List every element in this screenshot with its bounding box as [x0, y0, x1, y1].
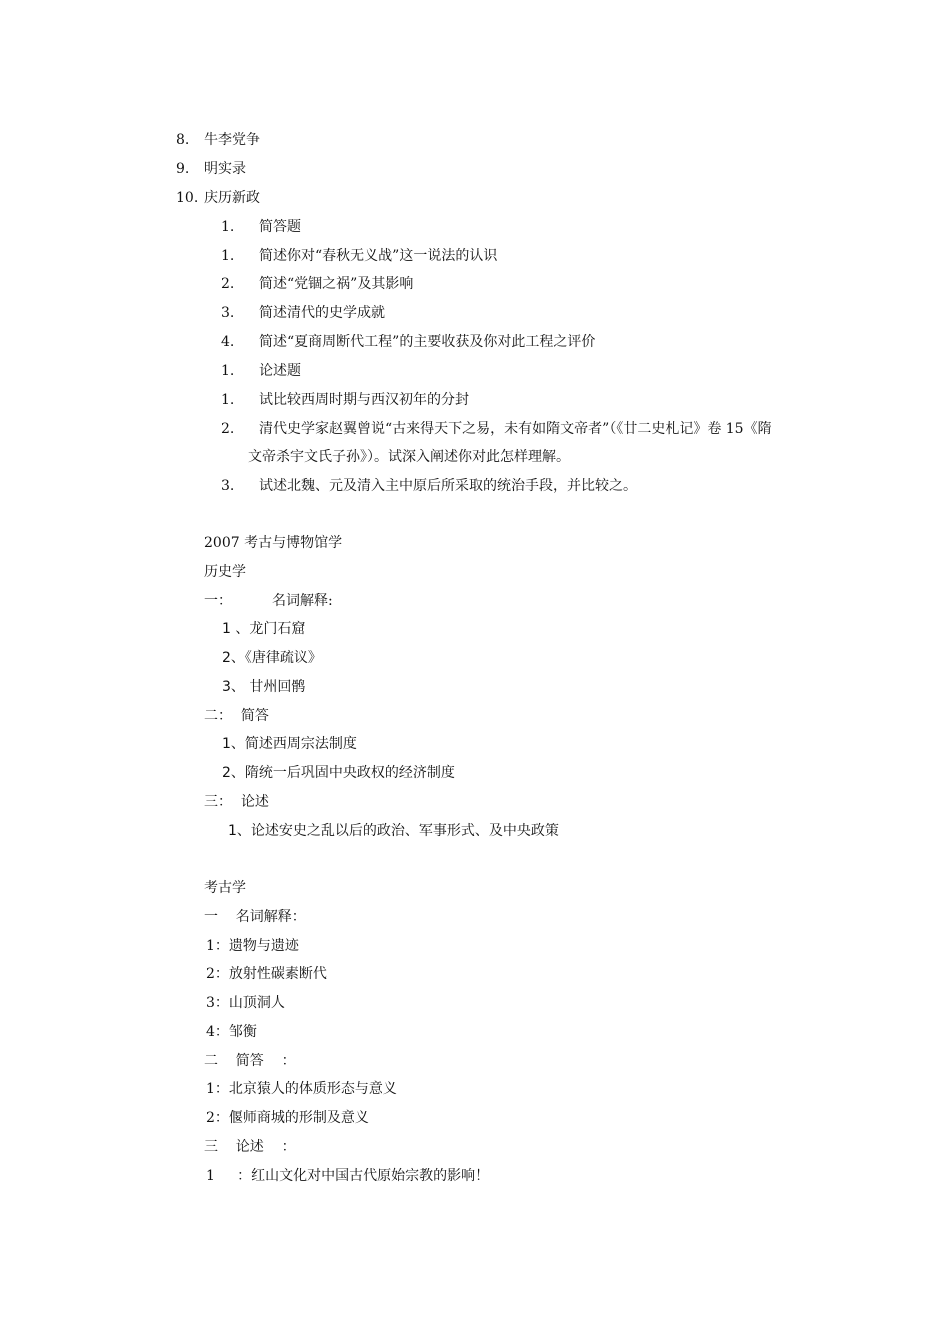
item-number: 10. — [176, 190, 199, 206]
item-number: 8. — [176, 132, 190, 148]
item-number: 2. — [221, 276, 235, 292]
item-number: 9. — [176, 161, 190, 177]
heading-text: 简答题 — [259, 219, 301, 235]
list-item — [221, 419, 772, 439]
list-item — [221, 476, 637, 496]
subject-title: 考古学 — [204, 880, 246, 896]
item-text: 明实录 — [204, 161, 246, 177]
item-text: 庆历新政 — [204, 190, 260, 206]
list-item: 2：偃师商城的形制及意义 — [206, 1110, 369, 1126]
list-item: 1、论述安史之乱以后的政治、军事形式、及中央政策 — [228, 823, 559, 839]
section-heading — [221, 217, 301, 237]
list-item — [221, 303, 385, 323]
item-text-continuation: 文帝杀宇文氏子孙》）。试深入阐述你对此怎样理解。 — [248, 449, 570, 465]
list-item: 2、《唐律疏议》 — [222, 650, 322, 666]
list-item: 2：放射性碳素断代 — [206, 966, 327, 982]
section-heading: 三 论述 ： — [204, 1139, 296, 1155]
section-heading: 二： 简答 — [204, 708, 269, 724]
list-item — [176, 188, 260, 208]
item-text: 简述“党锢之祸”及其影响 — [259, 276, 414, 292]
list-item — [221, 390, 469, 410]
section-heading: 一： 名词解释: — [204, 593, 333, 609]
list-item — [176, 130, 260, 150]
item-number: 4. — [221, 334, 235, 350]
item-text: 牛李党争 — [204, 132, 260, 148]
item-number: 3. — [221, 305, 235, 321]
heading-text: 论述题 — [259, 363, 301, 379]
list-item: 3：山顶洞人 — [206, 995, 285, 1011]
list-item: 4：邹衡 — [206, 1024, 257, 1040]
list-item: 1、简述西周宗法制度 — [222, 736, 357, 752]
list-item: 1：遗物与遗迹 — [206, 938, 299, 954]
list-item — [221, 332, 595, 352]
section-heading: 三： 论述 — [204, 794, 269, 810]
item-text: 清代史学家赵翼曾说“古来得天下之易，未有如隋文帝者”（《廿二史札记》卷 15《隋 — [259, 421, 772, 437]
list-item: 1 、龙门石窟 — [222, 621, 306, 637]
item-text: 简述“夏商周断代工程”的主要收获及你对此工程之评价 — [259, 334, 596, 350]
list-item: 1：北京猿人的体质形态与意义 — [206, 1081, 397, 1097]
subject-title: 历史学 — [204, 564, 246, 580]
list-item: 1 ：红山文化对中国古代原始宗教的影响！ — [206, 1168, 490, 1184]
item-number: 3. — [221, 478, 235, 494]
list-item — [221, 246, 497, 266]
item-number: 1. — [221, 392, 235, 408]
item-text: 试比较西周时期与西汉初年的分封 — [259, 392, 469, 408]
exam-title: 2007 考古与博物馆学 — [204, 535, 343, 551]
section-heading: 二 简答 ： — [204, 1053, 296, 1069]
item-number: 1. — [221, 219, 235, 235]
list-item: 2、隋统一后巩固中央政权的经济制度 — [222, 765, 455, 781]
item-text: 简述你对“春秋无义战”这一说法的认识 — [259, 248, 498, 264]
list-item: 3、 甘州回鹘 — [222, 679, 306, 695]
item-number: 1. — [221, 248, 235, 264]
section-heading: 一 名词解释： — [204, 909, 306, 925]
item-text: 试述北魏、元及清入主中原后所采取的统治手段，并比较之。 — [259, 478, 637, 494]
item-number: 2. — [221, 421, 235, 437]
list-item — [176, 159, 246, 179]
item-text: 简述清代的史学成就 — [259, 305, 385, 321]
section-heading — [221, 361, 301, 381]
list-item — [221, 274, 413, 294]
item-number: 1. — [221, 363, 235, 379]
